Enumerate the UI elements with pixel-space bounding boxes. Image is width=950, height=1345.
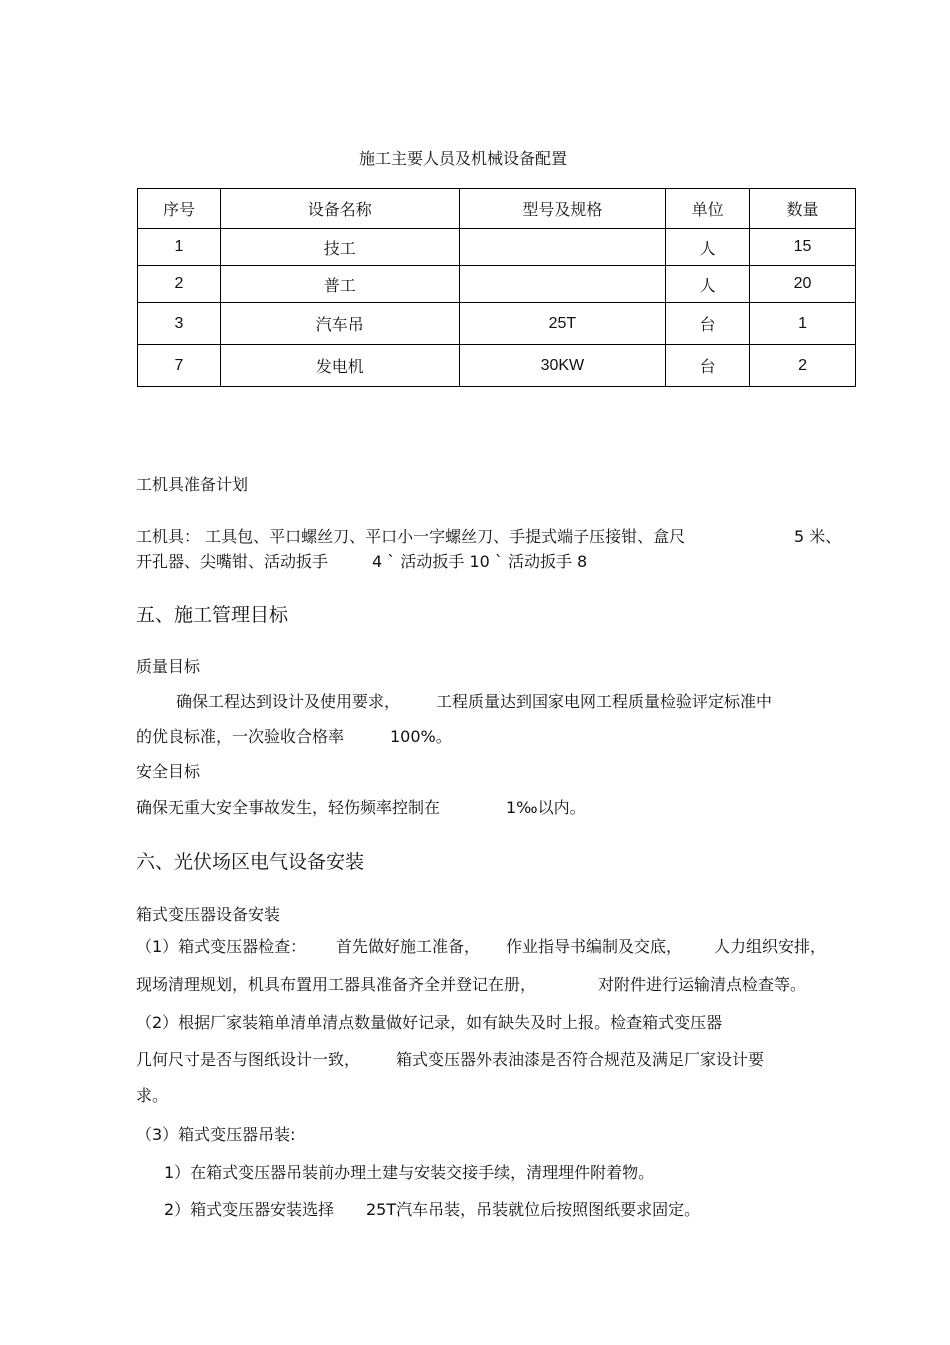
table-row: [138, 345, 856, 387]
table-cell: 人: [666, 229, 750, 266]
header-cell: 数量: [750, 189, 856, 229]
header-cell: 设备名称: [220, 189, 459, 229]
tools-line-1b: 5 米、: [794, 527, 842, 546]
equipment-table: [137, 188, 856, 387]
table-cell: 25T: [459, 303, 666, 345]
p2-line-1: （2）根据厂家装箱单清单清点数量做好记录，如有缺失及时上报。检查箱式变压器: [136, 1013, 723, 1032]
list-item-2a: 2）箱式变压器安装选择: [164, 1200, 335, 1219]
table-cell: 台: [666, 303, 750, 345]
table-row: [138, 229, 856, 266]
table-cell: 30KW: [459, 345, 666, 387]
quality-line-1b: 工程质量达到国家电网工程质量检验评定标准中: [436, 692, 773, 711]
subheading-box-transformer: 箱式变压器设备安装: [136, 905, 281, 924]
tools-heading: 工机具准备计划: [136, 475, 249, 494]
table-cell: 2: [750, 345, 856, 387]
p1-line-1d: 人力组织安排，: [714, 937, 827, 956]
p1-line-1b: 首先做好施工准备，: [336, 937, 481, 956]
quality-line-1a: 确保工程达到设计及使用要求，: [176, 692, 401, 711]
p2-line-3: 求。: [136, 1086, 169, 1105]
section-6-title: 六、光伏场区电气设备安装: [136, 851, 365, 873]
p2-line-2a: 几何尺寸是否与图纸设计一致，: [136, 1050, 361, 1069]
table-row: [138, 266, 856, 303]
list-item-1: 1）在箱式变压器吊装前办理土建与安装交接手续，清理埋件附着物。: [164, 1163, 655, 1182]
safety-line-b: 1‰以内。: [506, 798, 586, 817]
table-cell: 2: [138, 266, 221, 303]
tools-line-1a: 工机具： 工具包、平口螺丝刀、平口小一字螺丝刀、手提式端子压接钳、盒尺: [136, 527, 686, 546]
table-caption: 施工主要人员及机械设备配置: [358, 149, 567, 168]
p1-line-2a: 现场清理规划，机具布置用工器具准备齐全并登记在册，: [136, 975, 537, 994]
table-cell: 普工: [220, 266, 459, 303]
table-cell: 台: [666, 345, 750, 387]
table-cell: 20: [750, 266, 856, 303]
table-cell: 1: [138, 229, 221, 266]
p1-line-1c: 作业指导书编制及交底，: [506, 937, 683, 956]
table-cell: [459, 266, 666, 303]
table-cell: 汽车吊: [220, 303, 459, 345]
header-cell: 单位: [666, 189, 750, 229]
table-cell: 15: [750, 229, 856, 266]
p2-line-2b: 箱式变压器外表油漆是否符合规范及满足厂家设计要: [396, 1050, 765, 1069]
quality-line-2b: 100%。: [390, 727, 452, 746]
table-cell: 技工: [220, 229, 459, 266]
quality-heading: 质量目标: [136, 657, 201, 676]
table-cell: 7: [138, 345, 221, 387]
p1-line-1a: （1）箱式变压器检查：: [136, 937, 307, 956]
p1-line-2b: 对附件进行运输清点检查等。: [598, 975, 807, 994]
tools-line-2b: 4 ` 活动扳手 10 ` 活动扳手 8: [372, 552, 588, 571]
table-cell: 人: [666, 266, 750, 303]
quality-line-2a: 的优良标准，一次验收合格率: [136, 727, 345, 746]
table-cell: 发电机: [220, 345, 459, 387]
table-cell: 1: [750, 303, 856, 345]
tools-line-2a: 开孔器、尖嘴钳、活动扳手: [136, 552, 329, 571]
header-cell: 型号及规格: [459, 189, 666, 229]
table-header-row: [138, 189, 856, 229]
safety-line-a: 确保无重大安全事故发生，轻伤频率控制在: [136, 798, 441, 817]
table-cell: 3: [138, 303, 221, 345]
header-cell: 序号: [138, 189, 221, 229]
list-item-2b: 25T汽车吊装，吊装就位后按照图纸要求固定。: [366, 1200, 701, 1219]
section-5-title: 五、施工管理目标: [136, 604, 289, 626]
p3-heading: （3）箱式变压器吊装:: [136, 1125, 296, 1144]
table-row: [138, 303, 856, 345]
table-cell: [459, 229, 666, 266]
safety-heading: 安全目标: [136, 762, 201, 781]
